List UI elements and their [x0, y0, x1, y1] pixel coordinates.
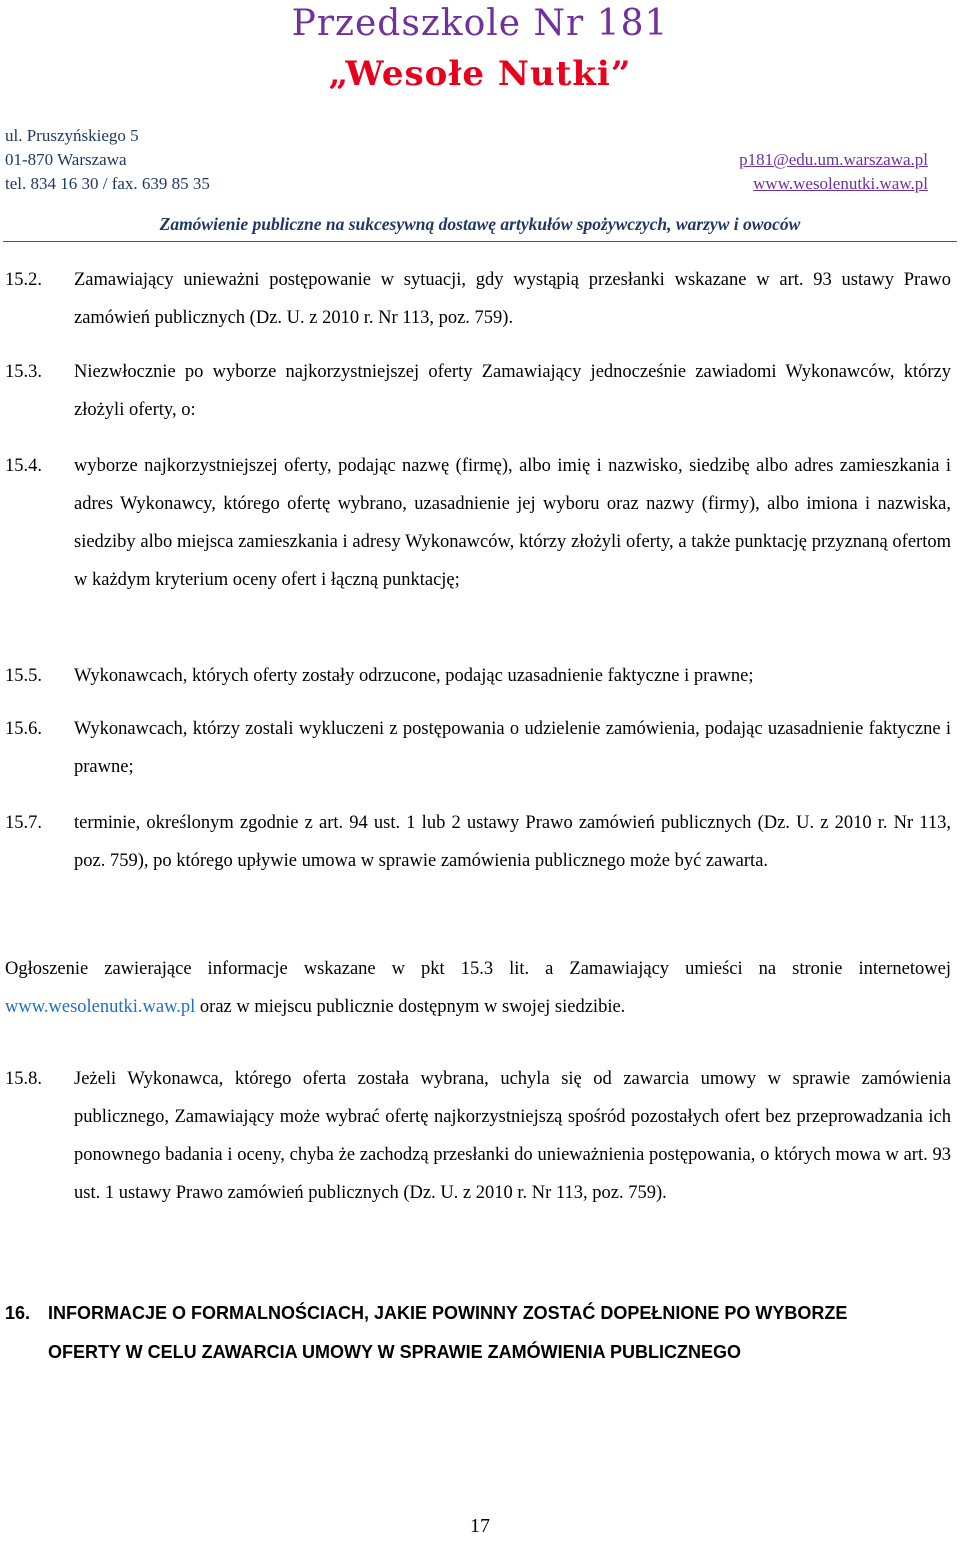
- item-text: Wykonawcach, którzy zostali wykluczeni z postępowania o udzielenie zamówienia, podając uzasadnienie faktyczne i prawne;: [74, 719, 951, 777]
- address-city: 01-870 Warszawa: [5, 150, 127, 169]
- list-item: [5, 804, 951, 880]
- section-heading: [5, 1294, 905, 1372]
- list-item: [5, 261, 951, 337]
- announcement-website-link[interactable]: www.wesolenutki.waw.pl: [5, 997, 196, 1017]
- item-number: 15.6.: [5, 719, 42, 739]
- address-street: ul. Pruszyńskiego 5: [5, 126, 139, 145]
- item-text: wyborze najkorzystniejszej oferty, podając nazwę (firmę), albo imię i nazwisko, siedzibę albo adres zamieszkania i adres Wykonawcy, którego ofertę wybrano, uzasadnienie jej wyboru oraz nazwy (firmy), albo imiona i nazwiska, siedziby albo miejsca zamieszkania i adresy Wykonawców, którzy złożyli oferty, a także punktację przyznaną ofertom w każdym kryterium oceny ofert i łączną punktację;: [74, 456, 951, 590]
- section-number: 16.: [5, 1303, 31, 1323]
- item-number: 15.4.: [5, 456, 42, 476]
- item-number: 15.8.: [5, 1069, 42, 1089]
- item-number: 15.2.: [5, 270, 42, 290]
- item-text: Jeżeli Wykonawca, którego oferta została wybrana, uchyla się od zawarcia umowy w sprawie zamówienia publicznego, Zamawiający może wybrać ofertę najkorzystniejszą spośród pozostałych ofert bez przeprowadzania ich ponownego badania i oceny, chyba że zachodzą przesłanki do unieważnienia postępowania, o których mowa w art. 93 ust. 1 ustawy Prawo zamówień publicznych (Dz. U. z 2010 r. Nr 113, poz. 759).: [74, 1069, 951, 1203]
- announcement-text-after: oraz w miejscu publicznie dostępnym w swojej siedzibie.: [195, 997, 626, 1017]
- item-number: 15.3.: [5, 362, 42, 382]
- announcement-paragraph: [5, 950, 951, 1026]
- item-number: 15.5.: [5, 666, 42, 686]
- announcement-text-before: Ogłoszenie zawierające informacje wskazane w pkt 15.3 lit. a Zamawiający umieści na stronie internetowej: [5, 959, 951, 979]
- list-item: [5, 657, 951, 695]
- item-number: 15.7.: [5, 813, 42, 833]
- list-item: [5, 710, 951, 786]
- page-number: 17: [470, 1515, 490, 1537]
- item-text: terminie, określonym zgodnie z art. 94 ust. 1 lub 2 ustawy Prawo zamówień publicznych (Dz. U. z 2010 r. Nr 113, poz. 759), po którego upływie umowa w sprawie zamówienia publicznego może być zawarta.: [74, 813, 951, 871]
- order-subject: Zamówienie publiczne na sukcesywną dostawę artykułów spożywczych, warzyw i owoców: [159, 214, 801, 234]
- list-item: [5, 447, 951, 599]
- header-title-line1: Przedszkole Nr 181: [291, 3, 669, 44]
- header-title-line2: „Wesołe Nutki”: [328, 54, 632, 94]
- list-item: [5, 353, 951, 429]
- email-link[interactable]: p181@edu.um.warszawa.pl: [739, 150, 928, 169]
- header-divider: [3, 241, 957, 242]
- address-phone: tel. 834 16 30 / fax. 639 85 35: [5, 174, 210, 193]
- item-text: Zamawiający unieważni postępowanie w sytuacji, gdy wystąpią przesłanki wskazane w art. 93 ustawy Prawo zamówień publicznych (Dz. U. z 2010 r. Nr 113, poz. 759).: [74, 270, 951, 328]
- website-link[interactable]: www.wesolenutki.waw.pl: [753, 174, 928, 193]
- list-item: [5, 1060, 951, 1212]
- item-text: Wykonawcach, których oferty zostały odrzucone, podając uzasadnienie faktyczne i prawne;: [74, 666, 754, 686]
- item-text: Niezwłocznie po wyborze najkorzystniejszej oferty Zamawiający jednocześnie zawiadomi Wykonawców, którzy złożyli oferty, o:: [74, 362, 951, 420]
- section-title: INFORMACJE O FORMALNOŚCIACH, JAKIE POWINNY ZOSTAĆ DOPEŁNIONE PO WYBORZE OFERTY W CELU ZAWARCIA UMOWY W SPRAWIE ZAMÓWIENIA PUBLICZNEGO: [48, 1303, 848, 1362]
